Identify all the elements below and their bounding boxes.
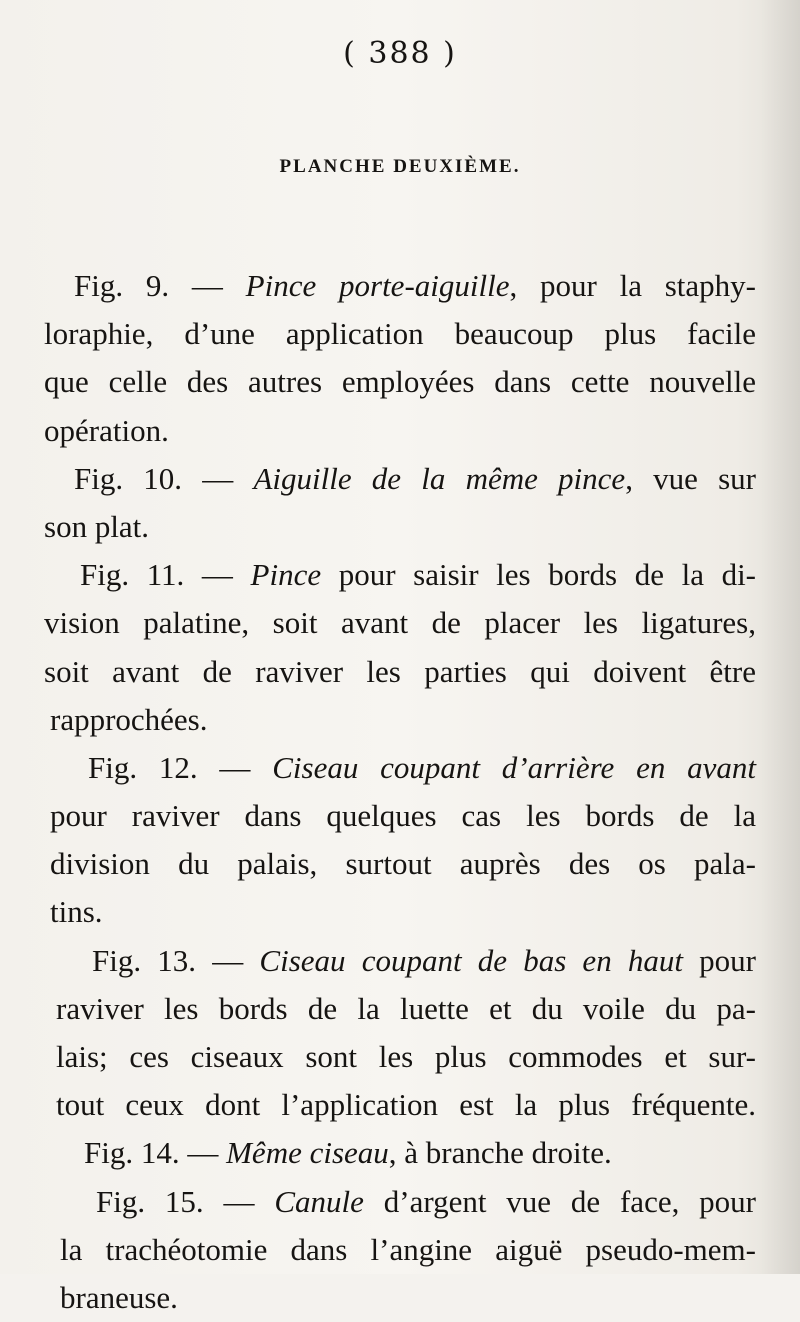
text-line: Fig. 13. — Ciseau coupant de bas en haut pour [92,942,757,978]
text-line: Fig. 15. — Canule d’argent vue de face, pour [96,1183,756,1219]
text-line: Fig. 10. — Aiguille de la même pince, vue sur [74,460,756,496]
text-line: raviver les bords de la luette et du voile du pa- [56,990,756,1026]
text-line: Fig. 14. — Même ciseau, à branche droite. [84,1135,612,1171]
text-line: Fig. 12. — Ciseau coupant d’arrière en avant [88,749,756,785]
text-line: loraphie, d’une application beaucoup plus facile [44,316,756,352]
text-line: rapprochées. [50,701,208,737]
text-line: soit avant de raviver les parties qui doivent être [44,653,756,689]
text-line: tout ceux dont l’application est la plus fréquente. [56,1087,756,1123]
text-line: que celle des autres employées dans cette nouvelle [44,364,756,400]
page-edge-shadow [760,0,800,1274]
page-number: ( 388 ) [343,36,457,71]
text-line: vision palatine, soit avant de placer les ligatures, [44,605,756,641]
text-line: Fig. 11. — Pince pour saisir les bords de la di- [80,557,757,593]
text-line: lais; ces ciseaux sont les plus commodes et sur- [56,1039,756,1074]
text-line: braneuse. [60,1279,178,1315]
text-line: Fig. 9. — Pince porte-aiguille, pour la staphy- [74,268,756,303]
figure-legend-text [44,262,756,1322]
text-line: opération. [44,412,169,448]
text-line: division du palais, surtout auprès des os pala- [50,846,756,882]
text-line: son plat. [44,508,150,544]
text-line: pour raviver dans quelques cas les bords de la [50,798,756,834]
text-line: la trachéotomie dans l’angine aiguë pseudo-mem- [60,1231,756,1267]
plate-title: PLANCHE DEUXIÈME. [279,156,521,177]
text-line: tins. [50,894,103,930]
